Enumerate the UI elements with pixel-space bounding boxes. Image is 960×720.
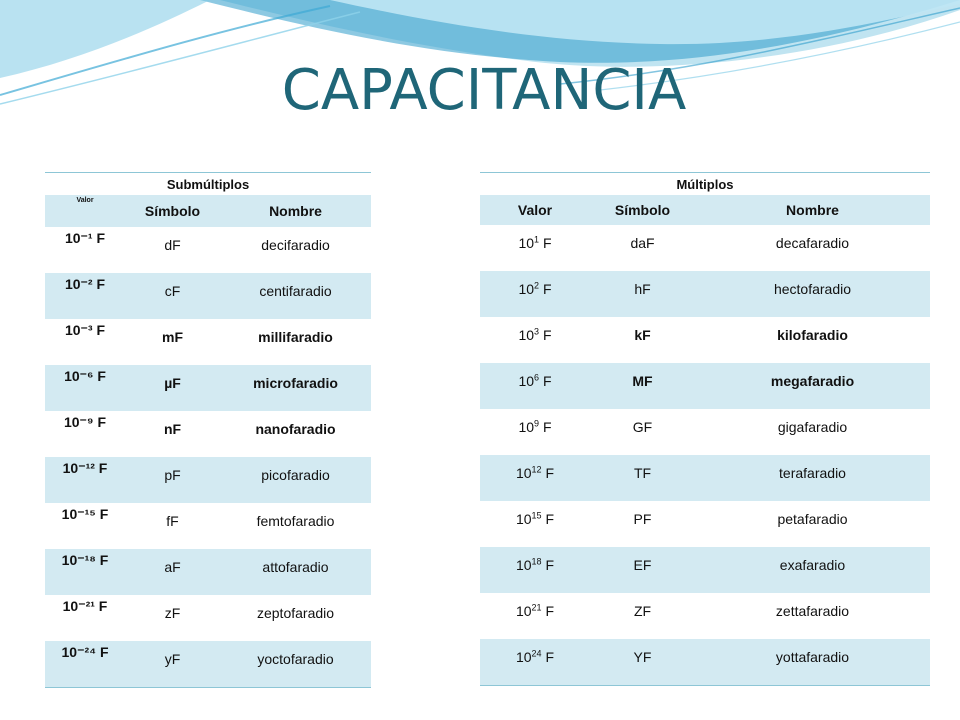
table-row [480, 363, 930, 409]
simbolo-cell: GF [632, 419, 653, 435]
simbolo-cell: kF [634, 327, 651, 343]
valor-cell [480, 225, 590, 271]
valor-unit: F [541, 649, 555, 665]
valor-cell [480, 409, 590, 455]
nombre-cell: centifaradio [220, 273, 371, 319]
valor-unit: F [539, 419, 552, 435]
submultiplos-header-valor: Valor [45, 195, 125, 227]
simbolo-cell: daF [630, 235, 655, 251]
table-row [480, 639, 930, 685]
table-row [45, 549, 371, 595]
valor-exponent: 6 [534, 372, 540, 383]
nombre-cell: yoctofaradio [220, 641, 371, 687]
table-row [480, 225, 930, 271]
simbolo-cell: pF [125, 457, 220, 503]
simbolo-cell: fF [166, 513, 179, 529]
submultiplos-group-label: Submúltiplos [45, 173, 371, 196]
table-row [45, 273, 371, 319]
table-row [45, 319, 371, 365]
valor-exponent: 1 [534, 234, 540, 245]
table-row [45, 457, 371, 503]
nombre-cell: zettafaradio [775, 603, 850, 619]
table-row [45, 365, 371, 411]
valor-cell [480, 363, 590, 409]
multiplos-group-label: Múltiplos [480, 173, 930, 196]
nombre-cell: kilofaradio [777, 327, 848, 343]
valor-exponent: 9 [534, 418, 540, 429]
valor-unit: F [541, 465, 555, 481]
valor-cell: 10⁻¹² F [45, 457, 125, 503]
simbolo-cell: zF [164, 605, 181, 621]
nombre-cell: yottafaradio [695, 639, 930, 685]
simbolo-cell: EF [590, 547, 695, 593]
valor-exponent: 12 [531, 464, 542, 475]
valor-cell: 10⁻¹ F [64, 230, 106, 246]
simbolo-cell: mF [162, 329, 183, 345]
valor-cell: 10⁻⁶ F [45, 365, 125, 411]
nombre-cell: hectofaradio [695, 271, 930, 317]
nombre-cell: zeptofaradio [256, 605, 335, 621]
simbolo-cell: ZF [633, 603, 652, 619]
table-row [480, 501, 930, 547]
valor-exponent: 24 [531, 648, 542, 659]
nombre-cell: exafaradio [695, 547, 930, 593]
submultiplos-table [45, 172, 371, 688]
nombre-cell: gigafaradio [777, 419, 848, 435]
valor-cell [480, 547, 590, 593]
table-row [480, 593, 930, 639]
simbolo-cell: µF [125, 365, 220, 411]
table-row [480, 455, 930, 501]
valor-base: 10 [518, 235, 535, 251]
valor-base: 10 [515, 603, 532, 619]
valor-base: 10 [518, 419, 535, 435]
table-row [45, 641, 371, 687]
valor-cell: 10⁻² F [45, 273, 125, 319]
simbolo-cell: nF [163, 421, 182, 437]
table-row [45, 595, 371, 641]
valor-cell: 10⁻¹⁸ F [45, 549, 125, 595]
table-row [45, 411, 371, 457]
valor-cell [480, 593, 590, 639]
valor-unit: F [539, 373, 552, 389]
submultiplos-header-simbolo: Símbolo [125, 195, 220, 227]
valor-base: 10 [515, 557, 532, 573]
table-row [480, 317, 930, 363]
table-row [480, 271, 930, 317]
valor-cell [480, 317, 590, 363]
valor-unit: F [541, 557, 555, 573]
valor-exponent: 15 [531, 510, 542, 521]
valor-cell: 10⁻²⁴ F [45, 641, 125, 687]
valor-cell: 10⁻²¹ F [62, 598, 108, 614]
nombre-cell: femtofaradio [256, 513, 335, 529]
valor-cell: 10⁻⁹ F [63, 414, 107, 430]
valor-cell [480, 271, 590, 317]
simbolo-cell: dF [164, 237, 181, 253]
multiplos-header-valor: Valor [480, 195, 590, 225]
valor-base: 10 [515, 465, 532, 481]
nombre-cell: terafaradio [695, 455, 930, 501]
valor-base: 10 [515, 649, 532, 665]
table-row [45, 503, 371, 549]
valor-cell: 10⁻³ F [64, 322, 106, 338]
valor-unit: F [539, 281, 552, 297]
valor-cell [480, 639, 590, 685]
submultiplos-header-nombre: Nombre [220, 195, 371, 227]
simbolo-cell: TF [590, 455, 695, 501]
nombre-cell: nanofaradio [255, 421, 336, 437]
valor-unit: F [539, 327, 552, 343]
simbolo-cell: hF [590, 271, 695, 317]
nombre-cell: millifaradio [258, 329, 333, 345]
simbolo-cell: aF [125, 549, 220, 595]
table-row [480, 409, 930, 455]
multiplos-header-simbolo: Símbolo [590, 195, 695, 225]
simbolo-cell: yF [125, 641, 220, 687]
simbolo-cell: PF [633, 511, 652, 527]
simbolo-cell: MF [590, 363, 695, 409]
valor-base: 10 [518, 373, 535, 389]
nombre-cell: decafaradio [775, 235, 850, 251]
simbolo-cell: cF [125, 273, 220, 319]
valor-base: 10 [518, 281, 535, 297]
valor-unit: F [541, 511, 555, 527]
valor-cell [480, 455, 590, 501]
multiplos-table [480, 172, 930, 686]
nombre-cell: microfaradio [220, 365, 371, 411]
valor-exponent: 2 [534, 280, 540, 291]
valor-cell [480, 501, 590, 547]
table-row [480, 547, 930, 593]
valor-exponent: 3 [534, 326, 540, 337]
valor-base: 10 [515, 511, 532, 527]
valor-unit: F [541, 603, 555, 619]
nombre-cell: petafaradio [777, 511, 848, 527]
valor-exponent: 18 [531, 556, 542, 567]
valor-cell: 10⁻¹⁵ F [61, 506, 109, 522]
simbolo-cell: YF [590, 639, 695, 685]
nombre-cell: picofaradio [220, 457, 371, 503]
multiplos-header-nombre: Nombre [695, 195, 930, 225]
valor-unit: F [539, 235, 552, 251]
table-row [45, 227, 371, 273]
nombre-cell: megafaradio [695, 363, 930, 409]
nombre-cell: decifaradio [261, 237, 330, 253]
valor-base: 10 [518, 327, 535, 343]
slide-title: CAPACITANCIA [281, 58, 687, 123]
nombre-cell: attofaradio [220, 549, 371, 595]
valor-exponent: 21 [531, 602, 542, 613]
